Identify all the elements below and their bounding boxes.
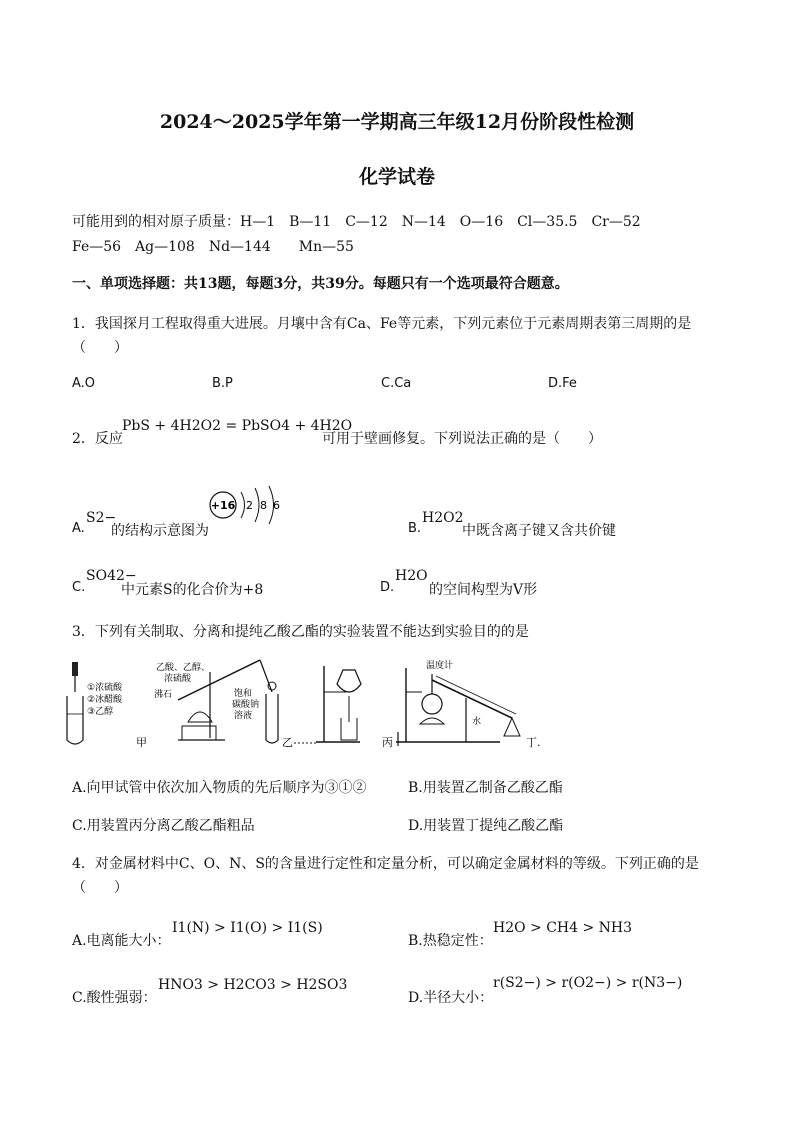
sulfide-ion-structure-diagram: [205, 484, 285, 532]
q3-option-d: D.用装置丁提纯乙酸乙酯: [408, 818, 564, 834]
q2-option-d-formula: H2O: [395, 568, 428, 584]
q2-suffix: 可用于壁画修复。下列说法正确的是（ ）: [322, 431, 602, 447]
q1-paren: （ ）: [72, 340, 128, 356]
q3-stem: 3．下列有关制取、分离和提纯乙酸乙酯的实验装置不能达到实验目的的是: [72, 624, 529, 640]
yi-reagent-1: 乙酸、乙醇、: [156, 663, 211, 673]
q4-option-d-text: D.半径大小：: [408, 990, 494, 1006]
section-heading: 一、单项选择题：共13题，每题3分，共39分。每题只有一个选项最符合题意。: [72, 276, 569, 292]
jia-label-3: ③乙醇: [87, 707, 114, 717]
q2-option-c-text: 中元素S的化合价为+8: [121, 582, 264, 598]
q2-option-a-text: 的结构示意图为: [111, 523, 209, 539]
q2-option-b-formula: H2O2: [422, 510, 464, 526]
jia-caption: 甲: [136, 736, 147, 749]
q2-option-d-text: 的空间构型为V形: [429, 582, 538, 598]
q1-option-c: C.Ca: [381, 376, 412, 391]
ding-thermometer: 温度计: [426, 661, 454, 671]
yi-solution-1: 饱和: [234, 689, 253, 699]
q2-equation: [122, 418, 352, 434]
q1-option-d: D.Fe: [548, 376, 577, 391]
q2-option-c-formula: SO42−: [86, 568, 137, 584]
q1-option-b: B.P: [212, 376, 233, 391]
q3-apparatus-figure: [60, 652, 540, 752]
apparatus-jia: [67, 662, 147, 749]
shell-arc-2: [255, 488, 259, 522]
exam-subtitle: 化学试卷: [358, 166, 435, 188]
atomic-masses-line2: Fe—56 Ag—108 Nd—144 Mn—55: [72, 239, 354, 255]
q2-option-a-label: A.: [72, 521, 85, 536]
apparatus-ding: [396, 659, 540, 749]
q4-option-d-formula: r(S2−) > r(O2−) > r(N3−): [493, 975, 683, 991]
shell-arc-1: [241, 492, 245, 518]
q4-stem: 4．对金属材料中C、O、N、S的含量进行定性和定量分析，可以确定金属材料的等级。下列正确的是: [72, 856, 699, 872]
apparatus-bing: [316, 666, 398, 749]
nucleus-charge: +16: [210, 499, 236, 512]
q4-option-b-formula: H2O > CH4 > NH3: [493, 920, 633, 936]
q4-paren: （ ）: [72, 880, 128, 896]
q2-option-b-text: 中既含离子键又含共价键: [462, 523, 616, 539]
q1-option-a: A.O: [72, 376, 96, 391]
shell-electrons-2: 8: [260, 499, 267, 512]
q4-option-c-text: C.酸性强弱：: [72, 990, 157, 1006]
apparatus-yi: [154, 660, 316, 749]
ding-water: 水: [472, 717, 482, 727]
shell-electrons-3: 6: [273, 499, 280, 512]
q2-option-c-label: C.: [72, 580, 86, 595]
q3-option-c: C.用装置丙分离乙酸乙酯粗品: [72, 818, 255, 834]
bing-caption: 丙: [382, 736, 393, 749]
q2-option-b-label: B.: [408, 521, 422, 536]
q2-prefix: 2．反应: [72, 431, 123, 447]
q4-option-b-text: B.热稳定性：: [408, 933, 493, 949]
q4-option-c-formula: HNO3 > H2CO3 > H2SO3: [158, 977, 348, 993]
q3-option-a: A.向甲试管中依次加入物质的先后顺序为③①②: [72, 780, 367, 796]
atomic-masses-line1: 可能用到的相对原子质量：H—1 B—11 C—12 N—14 O—16 Cl—35.5 Cr—52: [72, 214, 641, 230]
q2-option-a-ion: S2−: [86, 510, 117, 526]
q4-option-a-text: A.电离能大小：: [72, 933, 171, 949]
q1-stem: 1．我国探月工程取得重大进展。月壤中含有Ca、Fe等元素，下列元素位于元素周期表第三周期的是: [72, 316, 692, 332]
yi-caption: 乙: [282, 736, 293, 749]
q2-option-d-label: D.: [380, 580, 395, 595]
shell-electrons-1: 2: [246, 499, 253, 512]
yi-solution-2: 碳酸钠: [232, 700, 260, 710]
q4-option-a-formula: I1(N) > I1(O) > I1(S): [172, 920, 323, 936]
ding-caption: 丁.: [526, 736, 540, 749]
exam-title: 2024～2025学年第一学期高三年级12月份阶段性检测: [159, 111, 635, 133]
q2-equation-text: PbS + 4H2O2 = PbSO4 + 4H2O: [122, 418, 353, 434]
yi-reagent-2: 浓硫酸: [164, 674, 192, 684]
jia-label-2: ②冰醋酸: [87, 695, 123, 705]
q3-option-b: B.用装置乙制备乙酸乙酯: [408, 780, 563, 796]
jia-label-1: ①浓硫酸: [87, 683, 123, 693]
yi-solution-3: 溶液: [234, 711, 253, 721]
yi-boiling-chip: 沸石: [154, 690, 173, 700]
